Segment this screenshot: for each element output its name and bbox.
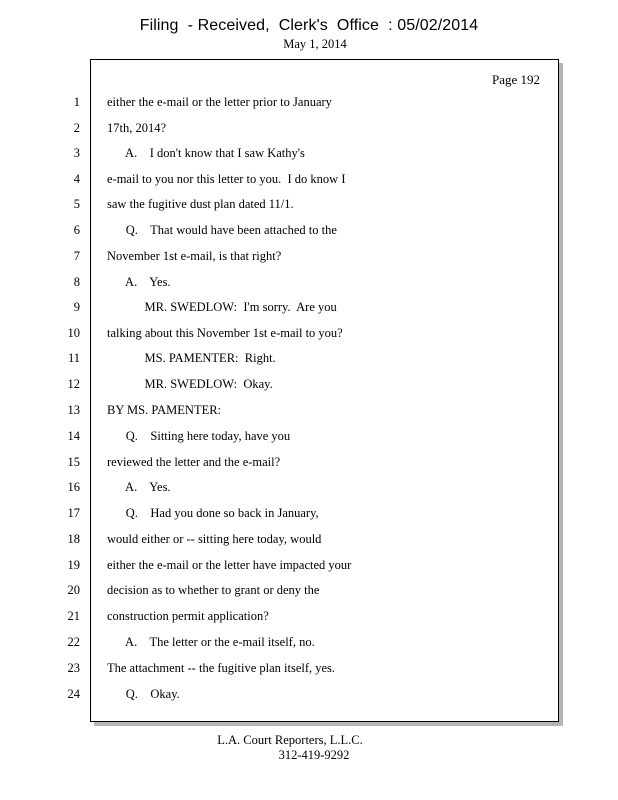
- line-text: 17th, 2014?: [107, 121, 167, 135]
- line-number: 9: [73, 300, 80, 314]
- line-text: BY MS. PAMENTER:: [107, 403, 222, 417]
- line-number: 23: [67, 661, 80, 675]
- line-text: e-mail to you nor this letter to you. I do know I: [107, 172, 346, 186]
- line-text: Q. Sitting here today, have you: [107, 429, 291, 443]
- line-number: 12: [67, 377, 80, 391]
- page-number: Page 192: [491, 72, 540, 87]
- line-text: MR. SWEDLOW: I'm sorry. Are you: [107, 300, 337, 314]
- line-text: MR. SWEDLOW: Okay.: [107, 377, 273, 391]
- line-number: 7: [73, 249, 80, 263]
- line-number: 11: [67, 351, 80, 365]
- line-text: reviewed the letter and the e-mail?: [107, 455, 281, 469]
- line-number: 22: [67, 635, 80, 649]
- line-number: 14: [67, 429, 80, 443]
- line-number: 10: [67, 326, 80, 340]
- line-number: 16: [67, 480, 80, 494]
- line-text: talking about this November 1st e-mail to you?: [107, 326, 343, 340]
- line-text: A. Yes.: [107, 275, 171, 289]
- line-number: 15: [67, 455, 80, 469]
- line-text: November 1st e-mail, is that right?: [107, 249, 282, 263]
- line-number: 13: [67, 403, 80, 417]
- line-number: 24: [67, 687, 80, 701]
- line-number: 17: [67, 506, 80, 520]
- filing-stamp: Filing - Received, Clerk's Office : 05/02/2014: [139, 17, 479, 34]
- line-text: MS. PAMENTER: Right.: [107, 351, 276, 365]
- transcript-date: May 1, 2014: [283, 37, 347, 51]
- line-text: saw the fugitive dust plan dated 11/1.: [107, 197, 294, 211]
- line-number: 3: [73, 146, 80, 160]
- line-text: Q. Had you done so back in January,: [107, 506, 319, 520]
- line-text: The attachment -- the fugitive plan itself, yes.: [107, 661, 336, 675]
- line-number: 5: [73, 197, 80, 211]
- line-text: Q. Okay.: [107, 687, 180, 701]
- line-number: 2: [73, 121, 80, 135]
- line-number: 8: [73, 275, 80, 289]
- line-text: would either or -- sitting here today, would: [107, 532, 322, 546]
- line-text: Q. That would have been attached to the: [107, 223, 337, 237]
- line-number: 6: [73, 223, 80, 237]
- reporter-phone: 312-419-9292: [278, 748, 350, 762]
- line-text: A. Yes.: [107, 480, 171, 494]
- line-number: 21: [67, 609, 80, 623]
- line-text: either the e-mail or the letter have impacted your: [107, 558, 352, 572]
- line-number: 20: [67, 583, 80, 597]
- line-number: 18: [67, 532, 80, 546]
- line-text: either the e-mail or the letter prior to January: [107, 95, 332, 109]
- line-text: construction permit application?: [107, 609, 269, 623]
- line-number: 1: [73, 95, 80, 109]
- line-number: 4: [73, 172, 80, 186]
- line-text: decision as to whether to grant or deny the: [107, 583, 320, 597]
- line-number: 19: [67, 558, 80, 572]
- reporter-company: L.A. Court Reporters, L.L.C.: [217, 733, 363, 747]
- line-text: A. The letter or the e-mail itself, no.: [107, 635, 315, 649]
- line-text: A. I don't know that I saw Kathy's: [107, 146, 305, 160]
